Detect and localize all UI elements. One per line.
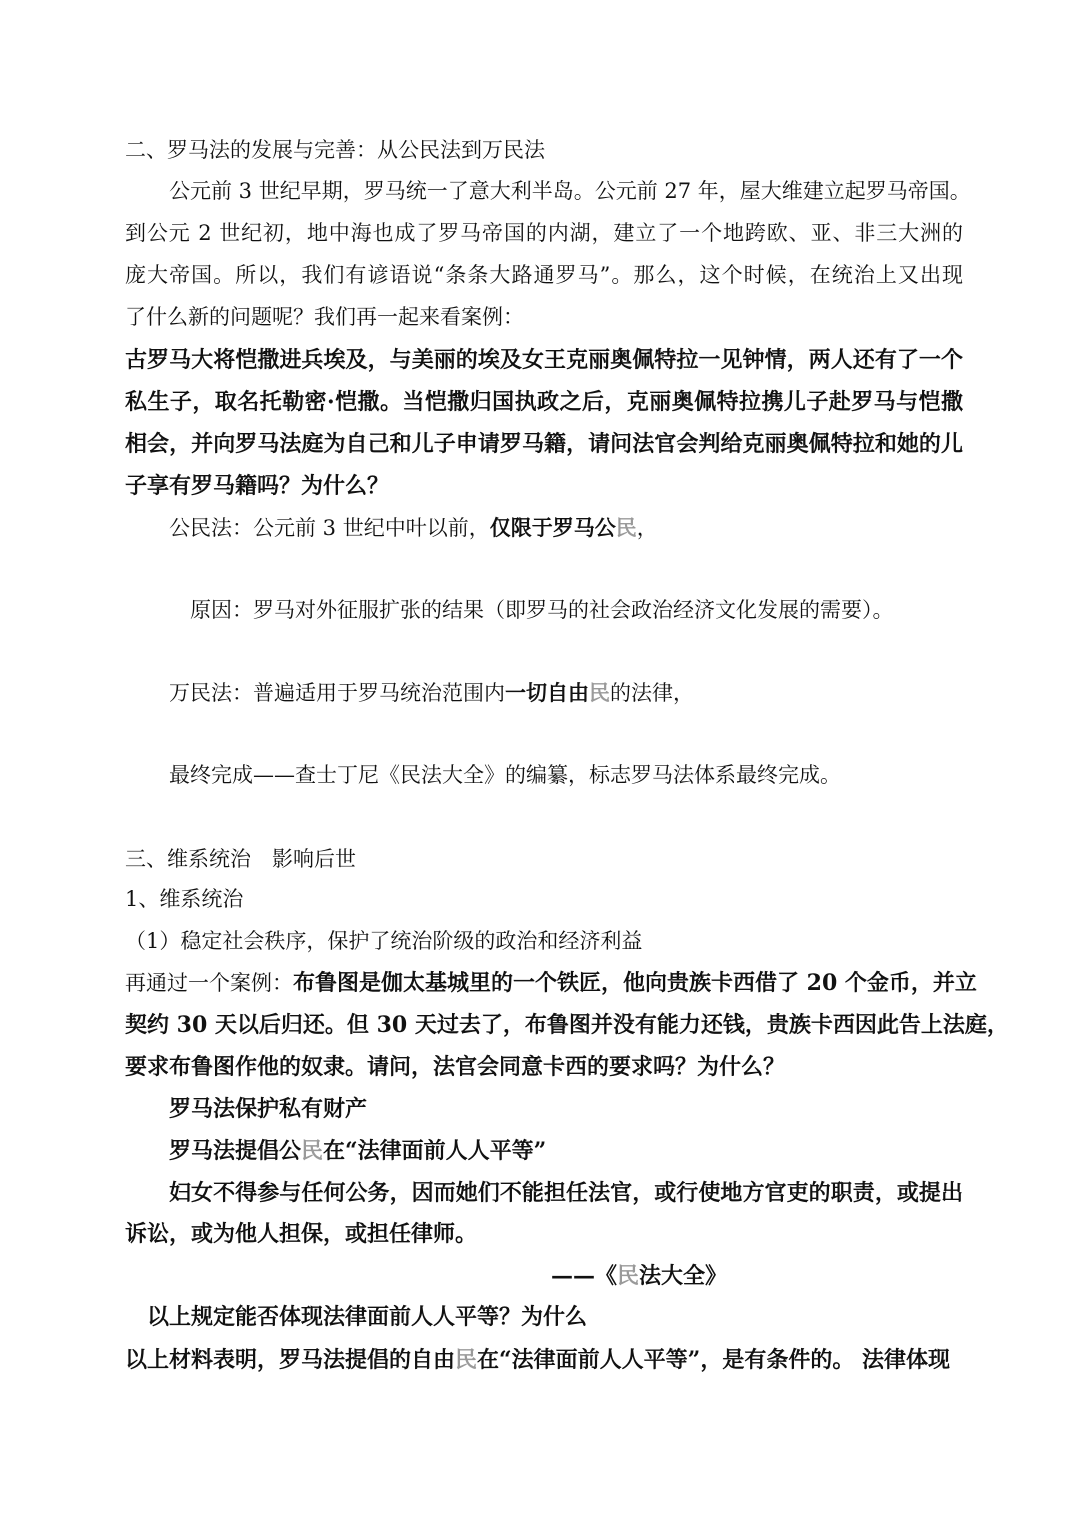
paragraph-line: 到公元 2 世纪初，地中海也成了罗马帝国的内湖，建立了一个地跨欧、亚、非三大洲的 (125, 221, 963, 245)
civil-law-faint: 民 (615, 515, 637, 540)
protect-property-line: 罗马法保护私有财产 (169, 1096, 368, 1122)
equality-suffix: 在“法律面前人人平等” (323, 1138, 547, 1164)
question-line: 以上规定能否体现法律面前人人平等？为什么 (147, 1304, 588, 1330)
law-of-nations-prefix: 万民法：普遍适用于罗马统治范围内 (169, 681, 505, 705)
case-line: 古罗马大将恺撒进兵埃及，与美丽的埃及女王克丽奥佩特拉一见钟情，两人还有了一个 (125, 347, 963, 373)
equality-prefix: 罗马法提倡公 (169, 1138, 302, 1164)
case-line: 要求布鲁图作他的奴隶。请问，法官会同意卡西的要求吗？为什么？ (125, 1054, 786, 1080)
conclusion-suffix: 在“法律面前人人平等”，是有条件的。 法律体现 (477, 1347, 951, 1373)
case-line (125, 970, 977, 996)
civil-law-suffix: ， (636, 516, 658, 540)
conclusion-prefix: 以上材料表明，罗马法提倡的自由 (125, 1347, 456, 1373)
point-line: （1）稳定社会秩序，保护了统治阶级的政治和经济利益 (125, 929, 643, 953)
paragraph-line: 了什么新的问题呢？我们再一起来看案例： (125, 305, 524, 329)
quote-line: 妇女不得参与任何公务，因而她们不能担任法官，或行使地方官吏的职责，或提出 (169, 1180, 963, 1206)
case-lead: 再通过一个案例： (125, 971, 293, 995)
conclusion-faint: 民 (455, 1347, 478, 1373)
law-of-nations-suffix: 的法律， (610, 681, 694, 705)
subsection-heading: 1、维系统治 (125, 887, 244, 911)
civil-law-prefix: 公民法：公元前 3 世纪中叶以前， (169, 516, 490, 540)
quote-source (551, 1265, 727, 1287)
case-line: 私生子，取名托勒密·恺撒。当恺撒归国执政之后，克丽奥佩特拉携儿子赴罗马与恺撒 (125, 389, 963, 415)
section-heading: 三、维系统治 影响后世 (125, 847, 356, 871)
civil-law-bold: 仅限于罗马公 (489, 515, 616, 540)
case-line: 契约 30 天以后归还。但 30 天过去了，布鲁图并没有能力还钱，贵族卡西因此告上法庭， (125, 1012, 1009, 1038)
paragraph-line: 公元前 3 世纪早期，罗马统一了意大利半岛。公元前 27 年，屋大维建立起罗马帝国。 (169, 179, 971, 203)
equality-line (169, 1140, 546, 1162)
reason-line: 原因：罗马对外征服扩张的结果（即罗马的社会政治经济文化发展的需要）。 (190, 598, 894, 622)
law-of-nations-line (169, 682, 694, 704)
source-faint: 民 (617, 1263, 640, 1289)
source-suffix: 法大全》 (639, 1263, 728, 1289)
conclusion-line (125, 1349, 950, 1371)
quote-line: 诉讼，或为他人担保，或担任律师。 (125, 1221, 478, 1247)
section-heading: 二、罗马法的发展与完善：从公民法到万民法 (125, 138, 545, 162)
case-text: 布鲁图是伽太基城里的一个铁匠，他向贵族卡西借了 20 个金币，并立 (293, 970, 977, 996)
law-of-nations-bold: 一切自由 (505, 680, 589, 705)
case-line: 相会，并向罗马法庭为自己和儿子申请罗马籍，请问法官会判给克丽奥佩特拉和她的儿 (125, 431, 963, 457)
paragraph-line: 庞大帝国。所以，我们有谚语说“条条大路通罗马”。那么，这个时候，在统治上又出现 (125, 263, 963, 287)
civil-law-line (169, 517, 658, 539)
equality-faint: 民 (301, 1138, 324, 1164)
case-line: 子享有罗马籍吗？为什么？ (125, 473, 390, 499)
source-prefix: ——《 (551, 1263, 618, 1289)
law-of-nations-faint: 民 (589, 680, 610, 705)
final-completion-line: 最终完成——查士丁尼《民法大全》的编纂，标志罗马法体系最终完成。 (169, 763, 841, 787)
